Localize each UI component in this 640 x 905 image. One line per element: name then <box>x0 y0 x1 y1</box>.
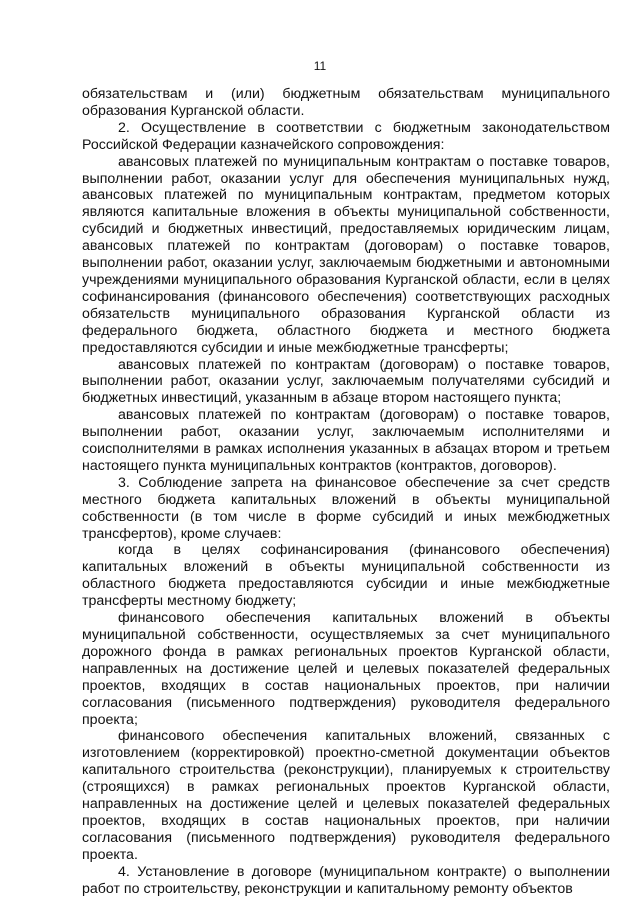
paragraph-item-4: 4. Установление в договоре (муниципальном контракте) о выполнении работ по строительству, реконструкции и капитальному ремонту объектов <box>82 863 610 897</box>
page-number: 11 <box>313 59 327 73</box>
paragraph-item-2-sub-1: авансовых платежей по муниципальным контрактам о поставке товаров, выполнении работ, оказании услуг для обеспечения муниципальных нужд, авансовых платежей по муниципальным контрактам, предметом которых являются капитальные вложения в объекты муниципальной собственности, субсидий и бюджетных инвестиций, предоставляемых юридическим лицам, авансовых платежей по контрактам (договорам) о поставке товаров, выполнении работ, оказании услуг, заключаемым бюджетными и автономными учреждениями муниципального образования Курганской области, если в целях софинансирования (финансового обеспечения) соответствующих расходных обязательств муниципального образования Курганской области из федерального бюджета, областного бюджета и местного бюджета предоставляются субсидии и иные межбюджетные трансферты; <box>82 153 610 356</box>
paragraph-item-3: 3. Соблюдение запрета на финансовое обеспечение за счет средств местного бюджета капитальных вложений в объекты муниципальной собственности (в том числе в форме субсидий и иных межбюджетных трансфертов), кроме случаев: <box>82 474 610 542</box>
paragraph-item-3-sub-1: когда в целях софинансирования (финансового обеспечения) капитальных вложений в объекты муниципальной собственности из областного бюджета предоставляются субсидии и иные межбюджетные трансферты местному бюджету; <box>82 542 610 610</box>
paragraph-item-2-sub-2: авансовых платежей по контрактам (договорам) о поставке товаров, выполнении работ, оказании услуг, заключаемым получателями субсидий и бюджетных инвестиций, указанным в абзаце втором настоящего пункта; <box>82 356 610 407</box>
paragraph-item-3-sub-3: финансового обеспечения капитальных вложений, связанных с изготовлением (корректировкой) проектно-сметной документации объектов капитального строительства (реконструкции), планируемых к строительству (строящихся) в рамках региональных проектов Курганской области, направленных на достижение целей и целевых показателей федеральных проектов, входящих в состав национальных проектов, при наличии согласования (письменного подтверждения) руководителя федерального проекта. <box>82 728 610 863</box>
paragraph-item-2-sub-3: авансовых платежей по контрактам (договорам) о поставке товаров, выполнении работ, оказании услуг, заключаемым исполнителями и соисполнителями в рамках исполнения указанных в абзацах втором и третьем настоящего пункта муниципальных контрактов (контрактов, договоров). <box>82 407 610 474</box>
paragraph-item-2: 2. Осуществление в соответствии с бюджетным законодательством Российской Федерации казначейского сопровождения: <box>82 119 610 153</box>
paragraph-continuation: обязательствам и (или) бюджетным обязательствам муниципального образования Курганской области. <box>82 86 610 119</box>
paragraph-item-3-sub-2: финансового обеспечения капитальных вложений в объекты муниципальной собственности, осуществляемых за счет муниципального дорожного фонда в рамках региональных проектов Курганской области, направленных на достижение целей и целевых показателей федеральных проектов, входящих в состав национальных проектов, при наличии согласования (письменного подтверждения) руководителя федерального проекта; <box>82 610 610 728</box>
document-body <box>82 86 610 898</box>
